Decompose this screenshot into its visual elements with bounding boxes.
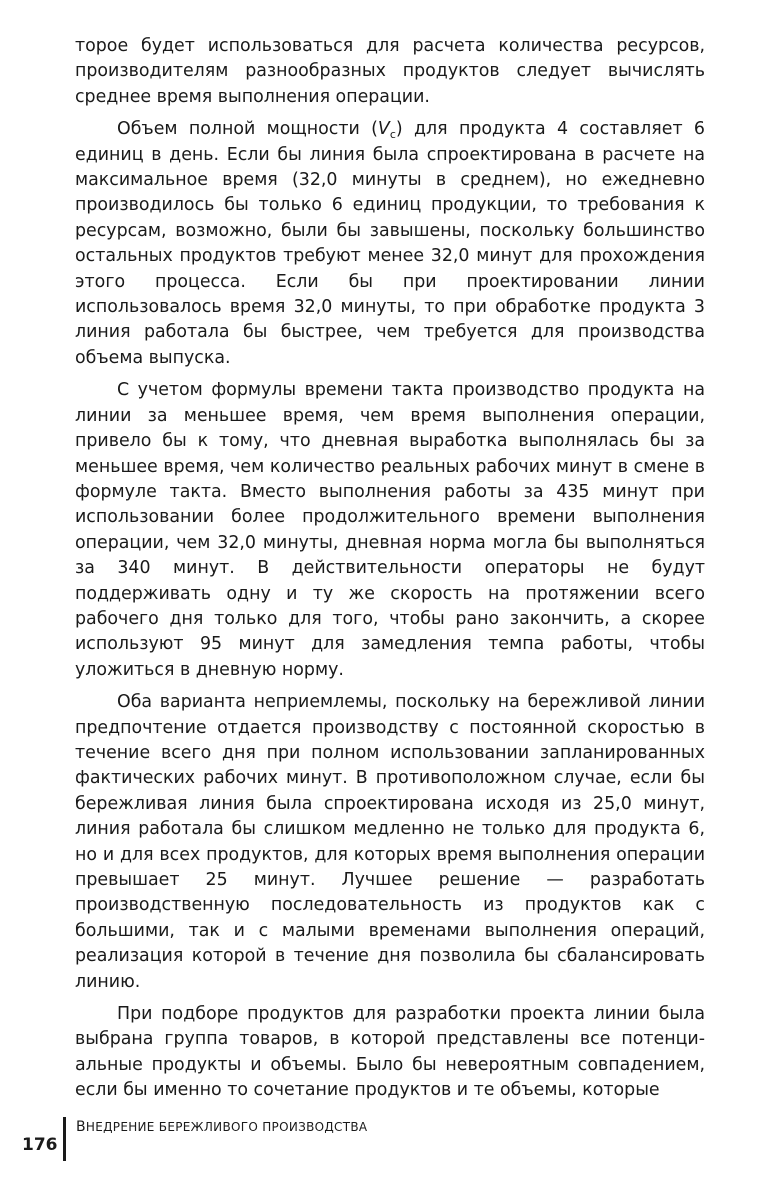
capacity-variable: V — [377, 119, 390, 140]
footer-divider — [63, 1117, 66, 1161]
page-number: 176 — [22, 1135, 58, 1155]
paragraph-2 — [75, 117, 705, 371]
capacity-subscript: c — [389, 128, 396, 142]
running-head — [76, 1119, 367, 1135]
paragraph-2-rest: ) для продукта 4 составляет 6 единиц в день. Если бы линия была спроектирована в расчете на максимальное время (32,0 минуты в среднем), но ежедневно производилось бы только 6 единиц продукции, то требования к ресурсам, возможно, были бы завышены, поскольку большинство остальных продуктов требуют менее 32,0 минут для прохождения этого процесса. Если бы при проектировании линии использовалось время 32,0 минуты, то при обработке продукта 3 линия работала бы быстрее, чем требуется для производства объема выпуска. — [75, 119, 705, 368]
running-head-initial: В — [76, 1119, 86, 1135]
paragraph-1: торое будет использоваться для расчета количества ресурсов, производителям разнообразных продуктов следует вычислять среднее время выполнения операции. — [75, 36, 705, 107]
paragraph-5: При подборе продуктов для разработки проекта линии была выбрана группа товаров, в которой представлены все потенциальные продукты и объемы. Было бы невероятным совпадением, если бы именно то сочетание продуктов и те объемы, которые — [75, 1004, 705, 1101]
body-text — [75, 34, 705, 1104]
paragraph-3: С учетом формулы времени такта производство продукта на линии за меньшее время, чем время выполнения операции, привело бы к тому, что дневная выработка выполнялась бы за меньшее время, чем количество реальных рабочих минут в смене в формуле такта. Вместо выполнения работы за 435 минут при использовании более продолжительного времени выполнения операции, чем 32,0 минуты, дневная норма могла бы выполняться за 340 минут. В действительности операторы не будут поддерживать одну и ту же скорость на протяжении всего рабочего дня только для того, чтобы рано закончить, а скорее используют 95 минут для замедления темпа работы, чтобы уложиться в дневную норму. — [75, 380, 705, 680]
paragraph-4: Оба варианта неприемлемы, поскольку на бережливой линии предпочтение отдается производству с постоянной скоростью в течение всего дня при полном использовании запланированных фактических рабочих минут. В противоположном случае, если бы бережливая линия была спроектирована исходя из 25,0 минут, линия работала бы слишком медленно не только для продукта 6, но и для всех продуктов, для которых время выполнения операции превышает 25 минут. Лучшее решение — разработать производственную последовательность из продуктов как с большими, так и с малыми временами выполнения операций, реализация которой в течение дня позволила бы сбалансировать линию. — [75, 692, 705, 992]
paragraph-2-start: Объем полной мощности ( — [117, 119, 378, 140]
running-head-text: НЕДРЕНИЕ БЕРЕЖЛИВОГО ПРОИЗВОДСТВА — [85, 1120, 368, 1134]
